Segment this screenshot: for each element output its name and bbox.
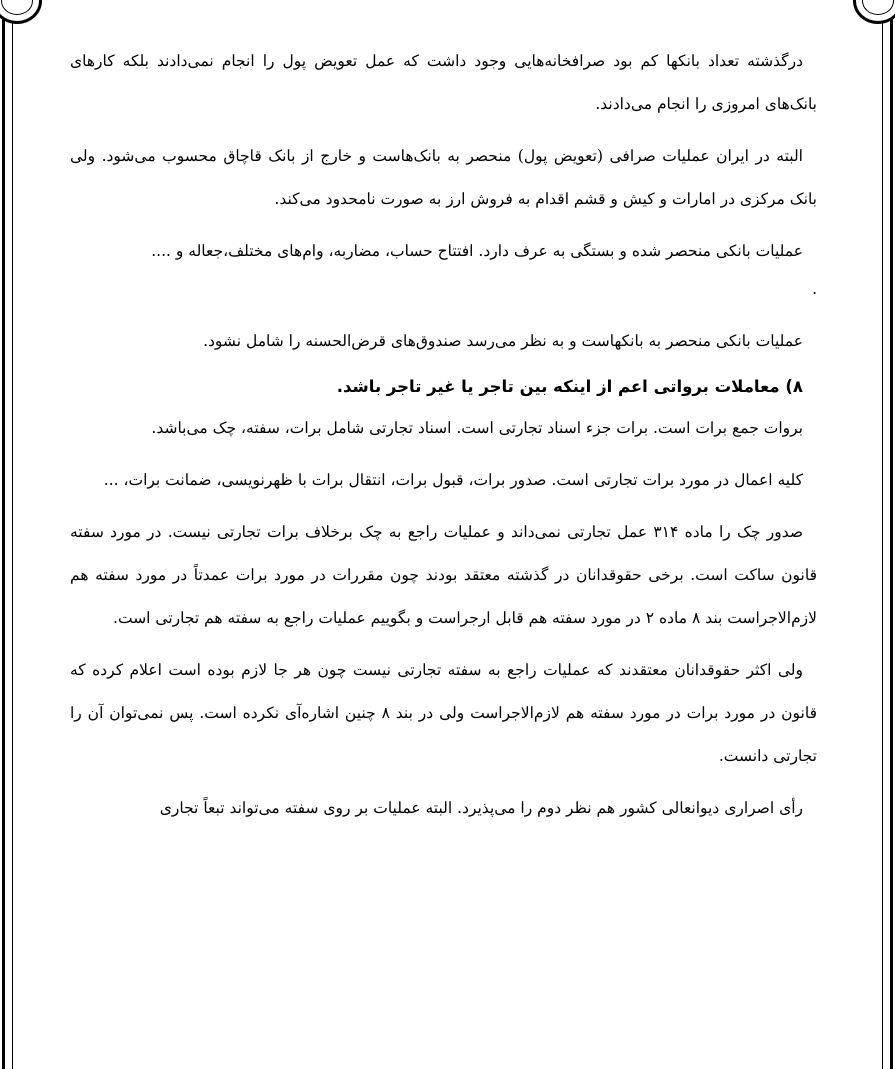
- document-body: [70, 40, 817, 839]
- paragraph: درگذشته تعداد بانکها کم بود صرافخانه‌هایی وجود داشت که عمل تعویض پول را انجام نمی‌دادند بلکه کارهای بانک‌های امروزی را انجام می‌دادند.: [70, 52, 817, 113]
- paragraph: رأی اصراری دیوانعالی کشور هم نظر دوم را می‌پذیرد. البته عملیات بر روی سفته می‌تواند تبعاً تجاری: [159, 799, 803, 817]
- paragraph: بروات جمع برات است. برات جزء اسناد تجارتی است. اسناد تجارتی شامل برات، سفته، چک می‌باشد.: [151, 419, 803, 437]
- paragraph: البته در ایران عملیات صرافی (تعویض پول) منحصر به بانک‌هاست و خارج از بانک قاچاق محسوب می‌شود. ولی بانک مرکزی در امارات و کیش و قشم اقدام به فروش ارز به صورت نامحدود می‌کند.: [70, 147, 817, 208]
- paragraph: صدور چک را ماده ۳۱۴ عمل تجارتی نمی‌داند و عملیات راجع به چک برخلاف برات تجارتی نیست. در مورد سفته قانون ساکت است. برخی حقوقدانان در گذشته معتقد بودند چون مقررات در مورد برات عمدتاً در مورد سفته هم لازم‌الاجراست بند ۸ ماده ۲ در مورد سفته هم قابل ارجراست و بگوییم عملیات راجع به سفته هم تجارتی است.: [70, 523, 817, 627]
- paragraph: ولی اکثر حقوقدانان معتقدند که عملیات راجع به سفته تجارتی نیست چون هر جا لازم بوده است اعلام کرده که قانون در مورد برات در مورد سفته هم لازم‌الاجراست ولی در بند ۸ چنین اشاره‌آی نکرده است. پس نمی‌توان آن را تجارتی دانست.: [70, 661, 817, 765]
- paragraph-dot: .: [812, 280, 817, 298]
- paragraph: کلیه اعمال در مورد برات تجارتی است. صدور برات، قبول برات، انتقال برات با ظهرنویسی، ضمانت برات، ...: [103, 471, 803, 489]
- section-heading: ۸) معاملات برواتی اعم از اینکه بین تاجر یا غیر تاجر باشد.: [336, 377, 803, 396]
- paragraph: عملیات بانکی منحصر به بانکهاست و به نظر می‌رسد صندوق‌های قرض‌الحسنه را شامل نشود.: [203, 332, 803, 350]
- paragraph: عملیات بانکی منحصر شده و بستگی به عرف دارد. افتتاح حساب، مضاربه، وام‌های مختلف،جعاله و ....: [151, 242, 803, 260]
